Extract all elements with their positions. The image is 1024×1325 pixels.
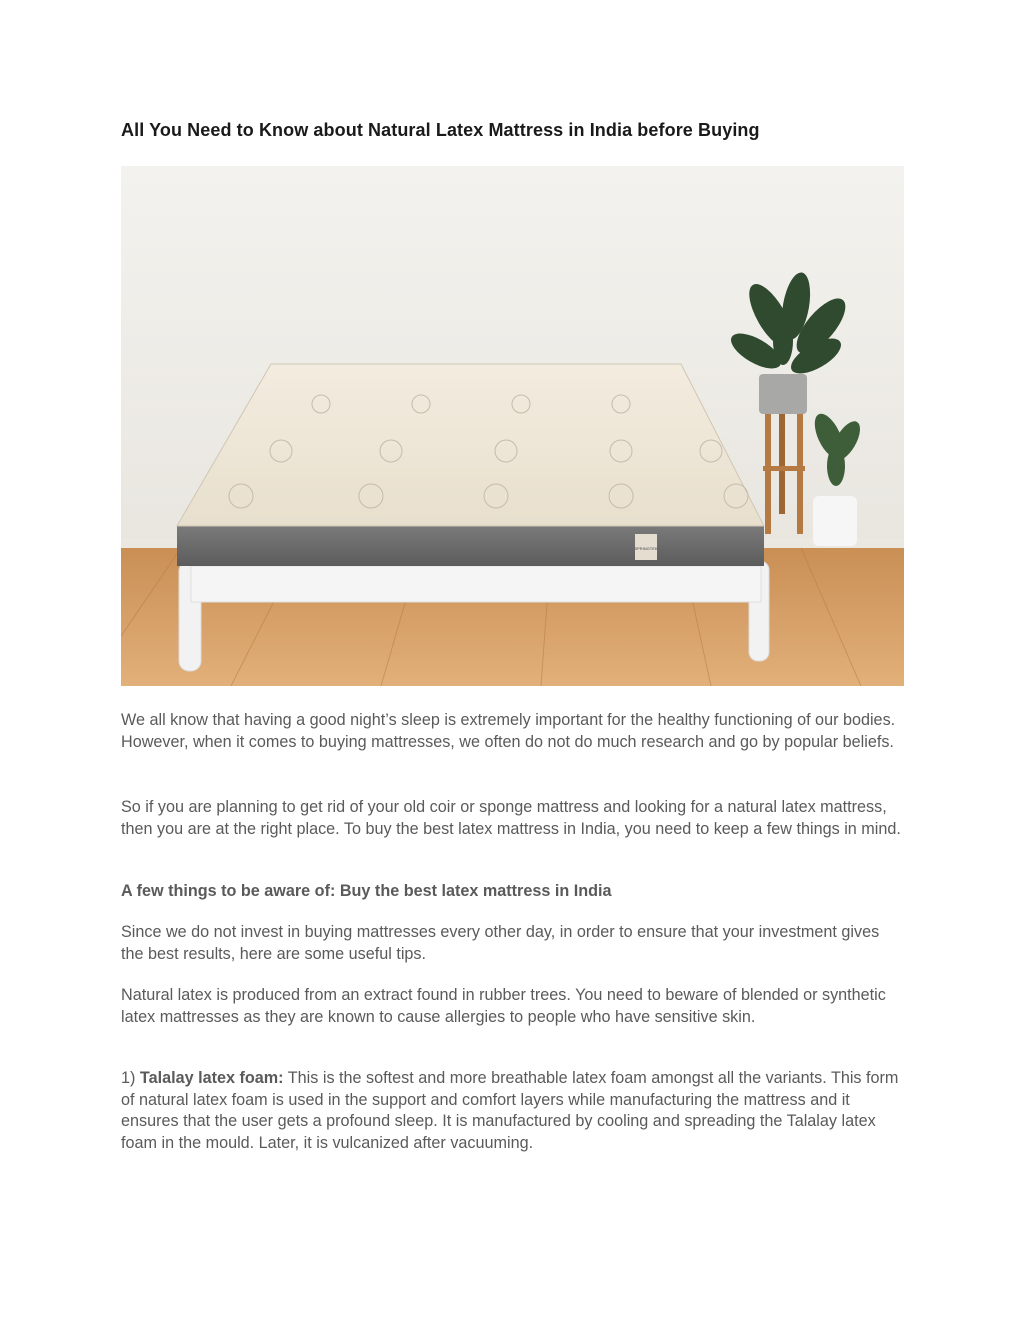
paragraph-intro: We all know that having a good night’s sleep is extremely important for the healthy functioning of our bodies. However, when it comes to buying mattresses, we often do not do much research and go by popular beliefs. (121, 711, 896, 751)
paragraph-planning: So if you are planning to get rid of your old coir or sponge mattress and looking for a natural latex mattress, then you are at the right place. To buy the best latex mattress in India, you need to keep a few things in mind. (121, 798, 901, 838)
page-title: All You Need to Know about Natural Latex Mattress in India before Buying (121, 120, 760, 140)
mattress-photo (121, 166, 904, 686)
list-text: This is the softest and more breathable latex foam amongst all the variants. This form of natural latex foam is used in the support and comfort layers while manufacturing the mattress and it ensures that the user gets a profound sleep. It is manufactured by cooling and spreading the Talalay latex foam in the mould. Later, it is vulcanized after vacuuming. (121, 1069, 899, 1152)
paragraph-tips: Since we do not invest in buying mattresses every other day, in order to ensure that your investment gives the best results, here are some useful tips. (121, 923, 880, 963)
section-heading: A few things to be aware of: Buy the best latex mattress in India (121, 882, 612, 900)
list-item-talalay (121, 1068, 905, 1154)
paragraph-natural-latex: Natural latex is produced from an extract found in rubber trees. You need to beware of blended or synthetic latex mattresses as they are known to cause allergies to people who have sensitive skin. (121, 986, 886, 1026)
list-term: Talalay latex foam: (139, 1069, 284, 1087)
list-number: 1) (121, 1069, 136, 1087)
hero-image (121, 166, 904, 686)
brand-label: SPRINGTEK (634, 546, 658, 551)
